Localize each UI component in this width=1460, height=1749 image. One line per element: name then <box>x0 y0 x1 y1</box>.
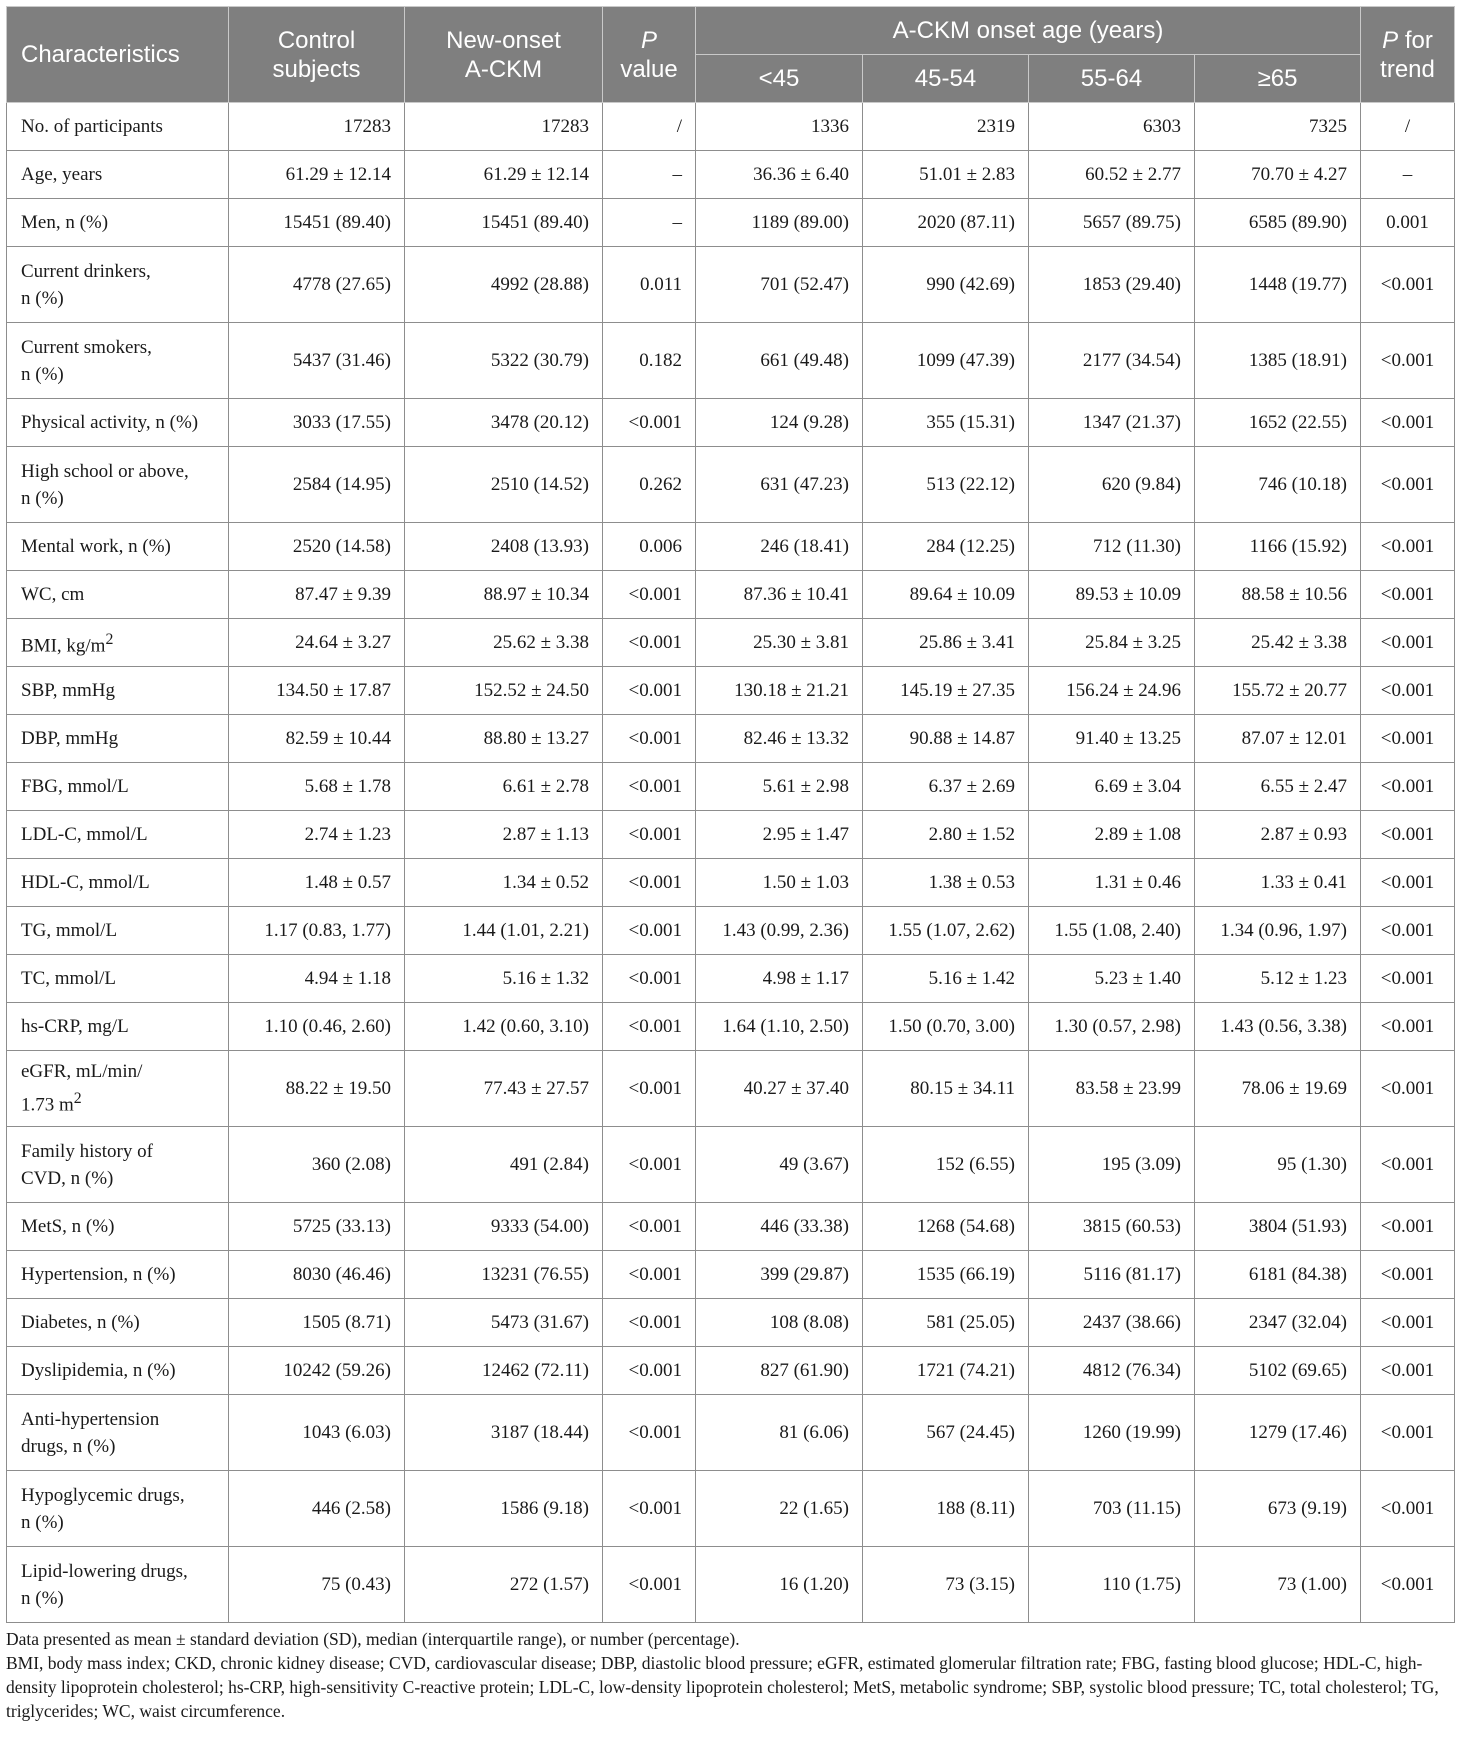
table-row <box>7 247 1455 323</box>
cell-p-value: <0.001 <box>603 1251 696 1299</box>
table-row <box>7 323 1455 399</box>
cell-new-onset: 17283 <box>405 103 603 151</box>
cell-lt45: 130.18 ± 21.21 <box>696 667 863 715</box>
cell-new-onset: 25.62 ± 3.38 <box>405 619 603 667</box>
cell-control: 134.50 ± 17.87 <box>229 667 405 715</box>
cell-control: 5.68 ± 1.78 <box>229 763 405 811</box>
table-row <box>7 199 1455 247</box>
cell-p-trend: <0.001 <box>1361 571 1455 619</box>
cell-new-onset: 9333 (54.00) <box>405 1203 603 1251</box>
cell-p-value: <0.001 <box>603 1127 696 1203</box>
cell-55-64: 620 (9.84) <box>1029 447 1195 523</box>
table-row <box>7 907 1455 955</box>
table-row <box>7 667 1455 715</box>
cell-control: 1505 (8.71) <box>229 1299 405 1347</box>
cell-new-onset: 88.80 ± 13.27 <box>405 715 603 763</box>
cell-control: 4778 (27.65) <box>229 247 405 323</box>
cell-p-trend: <0.001 <box>1361 247 1455 323</box>
cell-new-onset: 491 (2.84) <box>405 1127 603 1203</box>
cell-p-value: <0.001 <box>603 1299 696 1347</box>
cell-new-onset: 152.52 ± 24.50 <box>405 667 603 715</box>
cell-45-54: 284 (12.25) <box>863 523 1029 571</box>
table-row <box>7 715 1455 763</box>
row-label: Diabetes, n (%) <box>7 1299 229 1347</box>
cell-lt45: 16 (1.20) <box>696 1547 863 1623</box>
table-row <box>7 1203 1455 1251</box>
cell-p-trend: <0.001 <box>1361 955 1455 1003</box>
cell-45-54: 89.64 ± 10.09 <box>863 571 1029 619</box>
cell-45-54: 152 (6.55) <box>863 1127 1029 1203</box>
row-label: Men, n (%) <box>7 199 229 247</box>
cell-55-64: 1260 (19.99) <box>1029 1395 1195 1471</box>
cell-lt45: 124 (9.28) <box>696 399 863 447</box>
cell-ge65: 70.70 ± 4.27 <box>1195 151 1361 199</box>
cell-45-54: 1268 (54.68) <box>863 1203 1029 1251</box>
cell-55-64: 2437 (38.66) <box>1029 1299 1195 1347</box>
row-label: Anti-hypertension drugs, n (%) <box>7 1395 229 1471</box>
cell-lt45: 5.61 ± 2.98 <box>696 763 863 811</box>
cell-p-trend: <0.001 <box>1361 323 1455 399</box>
cell-new-onset: 272 (1.57) <box>405 1547 603 1623</box>
cell-ge65: 5102 (69.65) <box>1195 1347 1361 1395</box>
cell-control: 446 (2.58) <box>229 1471 405 1547</box>
table-row <box>7 1471 1455 1547</box>
cell-new-onset: 6.61 ± 2.78 <box>405 763 603 811</box>
cell-55-64: 156.24 ± 24.96 <box>1029 667 1195 715</box>
cell-control: 1.10 (0.46, 2.60) <box>229 1003 405 1051</box>
table-row <box>7 859 1455 907</box>
cell-p-trend: / <box>1361 103 1455 151</box>
cell-55-64: 3815 (60.53) <box>1029 1203 1195 1251</box>
cell-p-value: <0.001 <box>603 715 696 763</box>
cell-p-value: <0.001 <box>603 571 696 619</box>
cell-p-value: <0.001 <box>603 811 696 859</box>
cell-p-value: <0.001 <box>603 1003 696 1051</box>
cell-ge65: 6585 (89.90) <box>1195 199 1361 247</box>
cell-p-trend: <0.001 <box>1361 1051 1455 1127</box>
cell-p-trend: <0.001 <box>1361 1127 1455 1203</box>
cell-55-64: 5116 (81.17) <box>1029 1251 1195 1299</box>
characteristics-table <box>6 6 1455 1623</box>
cell-p-value: – <box>603 151 696 199</box>
cell-control: 17283 <box>229 103 405 151</box>
cell-control: 87.47 ± 9.39 <box>229 571 405 619</box>
cell-45-54: 51.01 ± 2.83 <box>863 151 1029 199</box>
cell-new-onset: 2510 (14.52) <box>405 447 603 523</box>
cell-new-onset: 3187 (18.44) <box>405 1395 603 1471</box>
cell-ge65: 87.07 ± 12.01 <box>1195 715 1361 763</box>
cell-new-onset: 4992 (28.88) <box>405 247 603 323</box>
table-row <box>7 763 1455 811</box>
cell-55-64: 195 (3.09) <box>1029 1127 1195 1203</box>
cell-ge65: 5.12 ± 1.23 <box>1195 955 1361 1003</box>
cell-p-value: <0.001 <box>603 619 696 667</box>
row-label: Hypoglycemic drugs, n (%) <box>7 1471 229 1547</box>
cell-control: 2.74 ± 1.23 <box>229 811 405 859</box>
cell-55-64: 6.69 ± 3.04 <box>1029 763 1195 811</box>
cell-control: 61.29 ± 12.14 <box>229 151 405 199</box>
cell-lt45: 82.46 ± 13.32 <box>696 715 863 763</box>
cell-45-54: 188 (8.11) <box>863 1471 1029 1547</box>
cell-new-onset: 13231 (76.55) <box>405 1251 603 1299</box>
table-row <box>7 399 1455 447</box>
cell-new-onset: 3478 (20.12) <box>405 399 603 447</box>
cell-new-onset: 5.16 ± 1.32 <box>405 955 603 1003</box>
table-header <box>7 7 1455 103</box>
cell-ge65: 88.58 ± 10.56 <box>1195 571 1361 619</box>
cell-55-64: 2.89 ± 1.08 <box>1029 811 1195 859</box>
header-age-ge65: ≥65 <box>1195 55 1361 103</box>
cell-p-trend: <0.001 <box>1361 667 1455 715</box>
header-p-for-trend: P for trend <box>1361 7 1455 103</box>
cell-p-trend: <0.001 <box>1361 1395 1455 1471</box>
cell-lt45: 87.36 ± 10.41 <box>696 571 863 619</box>
cell-lt45: 81 (6.06) <box>696 1395 863 1471</box>
cell-new-onset: 88.97 ± 10.34 <box>405 571 603 619</box>
cell-55-64: 6303 <box>1029 103 1195 151</box>
cell-p-trend: <0.001 <box>1361 399 1455 447</box>
row-label: TG, mmol/L <box>7 907 229 955</box>
table-footnotes <box>6 1627 1454 1723</box>
cell-control: 4.94 ± 1.18 <box>229 955 405 1003</box>
table-row <box>7 151 1455 199</box>
footnote-data-presentation: Data presented as mean ± standard deviation (SD), median (interquartile range), or number (percentage). <box>6 1629 740 1649</box>
cell-control: 15451 (89.40) <box>229 199 405 247</box>
cell-45-54: 2020 (87.11) <box>863 199 1029 247</box>
cell-ge65: 1.34 (0.96, 1.97) <box>1195 907 1361 955</box>
cell-ge65: 1.43 (0.56, 3.38) <box>1195 1003 1361 1051</box>
cell-p-value: <0.001 <box>603 955 696 1003</box>
row-label: LDL-C, mmol/L <box>7 811 229 859</box>
cell-control: 1.48 ± 0.57 <box>229 859 405 907</box>
cell-55-64: 712 (11.30) <box>1029 523 1195 571</box>
cell-45-54: 25.86 ± 3.41 <box>863 619 1029 667</box>
cell-45-54: 5.16 ± 1.42 <box>863 955 1029 1003</box>
cell-lt45: 36.36 ± 6.40 <box>696 151 863 199</box>
row-label: HDL-C, mmol/L <box>7 859 229 907</box>
cell-55-64: 1853 (29.40) <box>1029 247 1195 323</box>
cell-new-onset: 1.42 (0.60, 3.10) <box>405 1003 603 1051</box>
cell-p-trend: <0.001 <box>1361 523 1455 571</box>
cell-lt45: 1.43 (0.99, 2.36) <box>696 907 863 955</box>
cell-lt45: 446 (33.38) <box>696 1203 863 1251</box>
row-label: MetS, n (%) <box>7 1203 229 1251</box>
table-row <box>7 811 1455 859</box>
cell-lt45: 631 (47.23) <box>696 447 863 523</box>
cell-new-onset: 1.34 ± 0.52 <box>405 859 603 907</box>
cell-control: 2584 (14.95) <box>229 447 405 523</box>
cell-ge65: 1279 (17.46) <box>1195 1395 1361 1471</box>
cell-lt45: 399 (29.87) <box>696 1251 863 1299</box>
header-onset-age-group: A-CKM onset age (years) <box>696 7 1361 55</box>
cell-p-value: <0.001 <box>603 1547 696 1623</box>
cell-p-trend: <0.001 <box>1361 763 1455 811</box>
table-row <box>7 447 1455 523</box>
cell-lt45: 1.64 (1.10, 2.50) <box>696 1003 863 1051</box>
cell-55-64: 89.53 ± 10.09 <box>1029 571 1195 619</box>
cell-45-54: 1099 (47.39) <box>863 323 1029 399</box>
cell-lt45: 49 (3.67) <box>696 1127 863 1203</box>
cell-55-64: 2177 (34.54) <box>1029 323 1195 399</box>
table-row <box>7 1127 1455 1203</box>
row-label: No. of participants <box>7 103 229 151</box>
cell-p-trend: <0.001 <box>1361 715 1455 763</box>
cell-lt45: 108 (8.08) <box>696 1299 863 1347</box>
table-row <box>7 1395 1455 1471</box>
cell-ge65: 2347 (32.04) <box>1195 1299 1361 1347</box>
cell-p-value: <0.001 <box>603 1471 696 1547</box>
table-body <box>7 103 1455 1623</box>
cell-control: 2520 (14.58) <box>229 523 405 571</box>
row-label: Current drinkers, n (%) <box>7 247 229 323</box>
header-control-subjects: Control subjects <box>229 7 405 103</box>
cell-lt45: 2.95 ± 1.47 <box>696 811 863 859</box>
cell-45-54: 90.88 ± 14.87 <box>863 715 1029 763</box>
cell-45-54: 1535 (66.19) <box>863 1251 1029 1299</box>
cell-control: 1043 (6.03) <box>229 1395 405 1471</box>
cell-45-54: 6.37 ± 2.69 <box>863 763 1029 811</box>
cell-new-onset: 1.44 (1.01, 2.21) <box>405 907 603 955</box>
cell-p-value: <0.001 <box>603 1051 696 1127</box>
table-container <box>6 6 1454 1623</box>
cell-new-onset: 5322 (30.79) <box>405 323 603 399</box>
table-row <box>7 571 1455 619</box>
cell-p-value: <0.001 <box>603 763 696 811</box>
cell-ge65: 78.06 ± 19.69 <box>1195 1051 1361 1127</box>
cell-ge65: 746 (10.18) <box>1195 447 1361 523</box>
cell-control: 75 (0.43) <box>229 1547 405 1623</box>
cell-55-64: 83.58 ± 23.99 <box>1029 1051 1195 1127</box>
cell-p-trend: 0.001 <box>1361 199 1455 247</box>
cell-ge65: 673 (9.19) <box>1195 1471 1361 1547</box>
row-label: DBP, mmHg <box>7 715 229 763</box>
row-label: Mental work, n (%) <box>7 523 229 571</box>
cell-lt45: 25.30 ± 3.81 <box>696 619 863 667</box>
row-label: BMI, $kg/m^2$ <box>7 619 229 667</box>
cell-new-onset: 15451 (89.40) <box>405 199 603 247</box>
cell-control: 5725 (33.13) <box>229 1203 405 1251</box>
cell-new-onset: 5473 (31.67) <box>405 1299 603 1347</box>
cell-ge65: 1166 (15.92) <box>1195 523 1361 571</box>
cell-45-54: 2319 <box>863 103 1029 151</box>
cell-p-trend: <0.001 <box>1361 447 1455 523</box>
row-label: eGFR, mL/min/ 1.73 $m^2$ <box>7 1051 229 1127</box>
cell-55-64: 1347 (21.37) <box>1029 399 1195 447</box>
table-row <box>7 1547 1455 1623</box>
table-row <box>7 619 1455 667</box>
cell-ge65: 1385 (18.91) <box>1195 323 1361 399</box>
cell-ge65: 95 (1.30) <box>1195 1127 1361 1203</box>
cell-p-value: 0.011 <box>603 247 696 323</box>
row-label: Physical activity, n (%) <box>7 399 229 447</box>
cell-new-onset: 12462 (72.11) <box>405 1347 603 1395</box>
cell-p-value: <0.001 <box>603 1347 696 1395</box>
cell-control: 88.22 ± 19.50 <box>229 1051 405 1127</box>
row-label: FBG, mmol/L <box>7 763 229 811</box>
cell-ge65: 25.42 ± 3.38 <box>1195 619 1361 667</box>
cell-control: 10242 (59.26) <box>229 1347 405 1395</box>
cell-p-trend: <0.001 <box>1361 907 1455 955</box>
cell-45-54: 80.15 ± 34.11 <box>863 1051 1029 1127</box>
cell-55-64: 5657 (89.75) <box>1029 199 1195 247</box>
row-label: Family history of CVD, n (%) <box>7 1127 229 1203</box>
cell-55-64: 91.40 ± 13.25 <box>1029 715 1195 763</box>
table-row <box>7 1051 1455 1127</box>
row-label: High school or above, n (%) <box>7 447 229 523</box>
cell-control: 82.59 ± 10.44 <box>229 715 405 763</box>
cell-45-54: 1.55 (1.07, 2.62) <box>863 907 1029 955</box>
row-label: SBP, mmHg <box>7 667 229 715</box>
cell-45-54: 1.38 ± 0.53 <box>863 859 1029 907</box>
cell-ge65: 1448 (19.77) <box>1195 247 1361 323</box>
table-row <box>7 1347 1455 1395</box>
cell-45-54: 2.80 ± 1.52 <box>863 811 1029 859</box>
cell-p-trend: <0.001 <box>1361 1251 1455 1299</box>
cell-p-trend: <0.001 <box>1361 1471 1455 1547</box>
cell-55-64: 1.55 (1.08, 2.40) <box>1029 907 1195 955</box>
cell-ge65: 6.55 ± 2.47 <box>1195 763 1361 811</box>
cell-45-54: 513 (22.12) <box>863 447 1029 523</box>
cell-p-value: <0.001 <box>603 399 696 447</box>
cell-45-54: 990 (42.69) <box>863 247 1029 323</box>
cell-new-onset: 77.43 ± 27.57 <box>405 1051 603 1127</box>
cell-55-64: 25.84 ± 3.25 <box>1029 619 1195 667</box>
cell-p-value: 0.182 <box>603 323 696 399</box>
row-label: hs-CRP, mg/L <box>7 1003 229 1051</box>
header-age-55-64: 55-64 <box>1029 55 1195 103</box>
cell-lt45: 1.50 ± 1.03 <box>696 859 863 907</box>
cell-p-value: / <box>603 103 696 151</box>
cell-new-onset: 1586 (9.18) <box>405 1471 603 1547</box>
row-label: WC, cm <box>7 571 229 619</box>
cell-55-64: 1.31 ± 0.46 <box>1029 859 1195 907</box>
row-label: Age, years <box>7 151 229 199</box>
row-label: TC, mmol/L <box>7 955 229 1003</box>
cell-ge65: 1.33 ± 0.41 <box>1195 859 1361 907</box>
cell-lt45: 246 (18.41) <box>696 523 863 571</box>
cell-control: 24.64 ± 3.27 <box>229 619 405 667</box>
cell-lt45: 827 (61.90) <box>696 1347 863 1395</box>
cell-lt45: 661 (49.48) <box>696 323 863 399</box>
cell-lt45: 4.98 ± 1.17 <box>696 955 863 1003</box>
cell-p-trend: <0.001 <box>1361 1203 1455 1251</box>
cell-control: 360 (2.08) <box>229 1127 405 1203</box>
cell-p-trend: <0.001 <box>1361 619 1455 667</box>
cell-45-54: 1.50 (0.70, 3.00) <box>863 1003 1029 1051</box>
cell-p-value: 0.262 <box>603 447 696 523</box>
cell-ge65: 1652 (22.55) <box>1195 399 1361 447</box>
header-p-value: P value <box>603 7 696 103</box>
cell-p-trend: <0.001 <box>1361 859 1455 907</box>
footnote-abbreviations: BMI, body mass index; CKD, chronic kidney disease; CVD, cardiovascular disease; DBP, diastolic blood pressure; eGFR, estimated glomerular filtration rate; FBG, fasting blood glucose; HDL-C, high-density lipoprotein cholesterol; hs-CRP, high-sensitivity C-reactive protein; LDL-C, low-density lipoprotein cholesterol; MetS, metabolic syndrome; SBP, systolic blood pressure; TC, total cholesterol; TG, triglycerides; WC, waist circumference. <box>6 1653 1439 1721</box>
cell-p-value: 0.006 <box>603 523 696 571</box>
cell-45-54: 355 (15.31) <box>863 399 1029 447</box>
cell-p-value: <0.001 <box>603 1203 696 1251</box>
cell-ge65: 7325 <box>1195 103 1361 151</box>
cell-ge65: 6181 (84.38) <box>1195 1251 1361 1299</box>
cell-55-64: 1.30 (0.57, 2.98) <box>1029 1003 1195 1051</box>
header-age-lt45: <45 <box>696 55 863 103</box>
cell-ge65: 155.72 ± 20.77 <box>1195 667 1361 715</box>
header-age-45-54: 45-54 <box>863 55 1029 103</box>
cell-45-54: 581 (25.05) <box>863 1299 1029 1347</box>
cell-lt45: 22 (1.65) <box>696 1471 863 1547</box>
table-row <box>7 955 1455 1003</box>
cell-lt45: 701 (52.47) <box>696 247 863 323</box>
cell-control: 3033 (17.55) <box>229 399 405 447</box>
cell-lt45: 1189 (89.00) <box>696 199 863 247</box>
cell-p-value: <0.001 <box>603 859 696 907</box>
cell-p-trend: <0.001 <box>1361 1299 1455 1347</box>
cell-p-trend: <0.001 <box>1361 811 1455 859</box>
cell-new-onset: 2408 (13.93) <box>405 523 603 571</box>
row-label: Dyslipidemia, n (%) <box>7 1347 229 1395</box>
cell-45-54: 145.19 ± 27.35 <box>863 667 1029 715</box>
cell-ge65: 73 (1.00) <box>1195 1547 1361 1623</box>
cell-control: 8030 (46.46) <box>229 1251 405 1299</box>
cell-control: 5437 (31.46) <box>229 323 405 399</box>
cell-lt45: 1336 <box>696 103 863 151</box>
cell-55-64: 110 (1.75) <box>1029 1547 1195 1623</box>
table-row <box>7 523 1455 571</box>
cell-p-value: <0.001 <box>603 667 696 715</box>
cell-55-64: 703 (11.15) <box>1029 1471 1195 1547</box>
cell-p-trend: <0.001 <box>1361 1547 1455 1623</box>
table-row <box>7 1299 1455 1347</box>
cell-control: 1.17 (0.83, 1.77) <box>229 907 405 955</box>
cell-p-value: <0.001 <box>603 1395 696 1471</box>
cell-ge65: 2.87 ± 0.93 <box>1195 811 1361 859</box>
cell-p-trend: <0.001 <box>1361 1347 1455 1395</box>
cell-p-value: <0.001 <box>603 907 696 955</box>
row-label: Lipid-lowering drugs, n (%) <box>7 1547 229 1623</box>
cell-p-value: – <box>603 199 696 247</box>
cell-45-54: 1721 (74.21) <box>863 1347 1029 1395</box>
cell-45-54: 567 (24.45) <box>863 1395 1029 1471</box>
cell-45-54: 73 (3.15) <box>863 1547 1029 1623</box>
row-label: Current smokers, n (%) <box>7 323 229 399</box>
cell-ge65: 3804 (51.93) <box>1195 1203 1361 1251</box>
cell-p-trend: – <box>1361 151 1455 199</box>
cell-lt45: 40.27 ± 37.40 <box>696 1051 863 1127</box>
cell-new-onset: 2.87 ± 1.13 <box>405 811 603 859</box>
header-characteristics: Characteristics <box>7 7 229 103</box>
cell-55-64: 4812 (76.34) <box>1029 1347 1195 1395</box>
table-row <box>7 1251 1455 1299</box>
row-label: Hypertension, n (%) <box>7 1251 229 1299</box>
table-row <box>7 1003 1455 1051</box>
cell-new-onset: 61.29 ± 12.14 <box>405 151 603 199</box>
table-row <box>7 103 1455 151</box>
cell-55-64: 5.23 ± 1.40 <box>1029 955 1195 1003</box>
header-row-1 <box>7 7 1455 55</box>
cell-55-64: 60.52 ± 2.77 <box>1029 151 1195 199</box>
cell-p-trend: <0.001 <box>1361 1003 1455 1051</box>
header-new-onset: New-onset A-CKM <box>405 7 603 103</box>
